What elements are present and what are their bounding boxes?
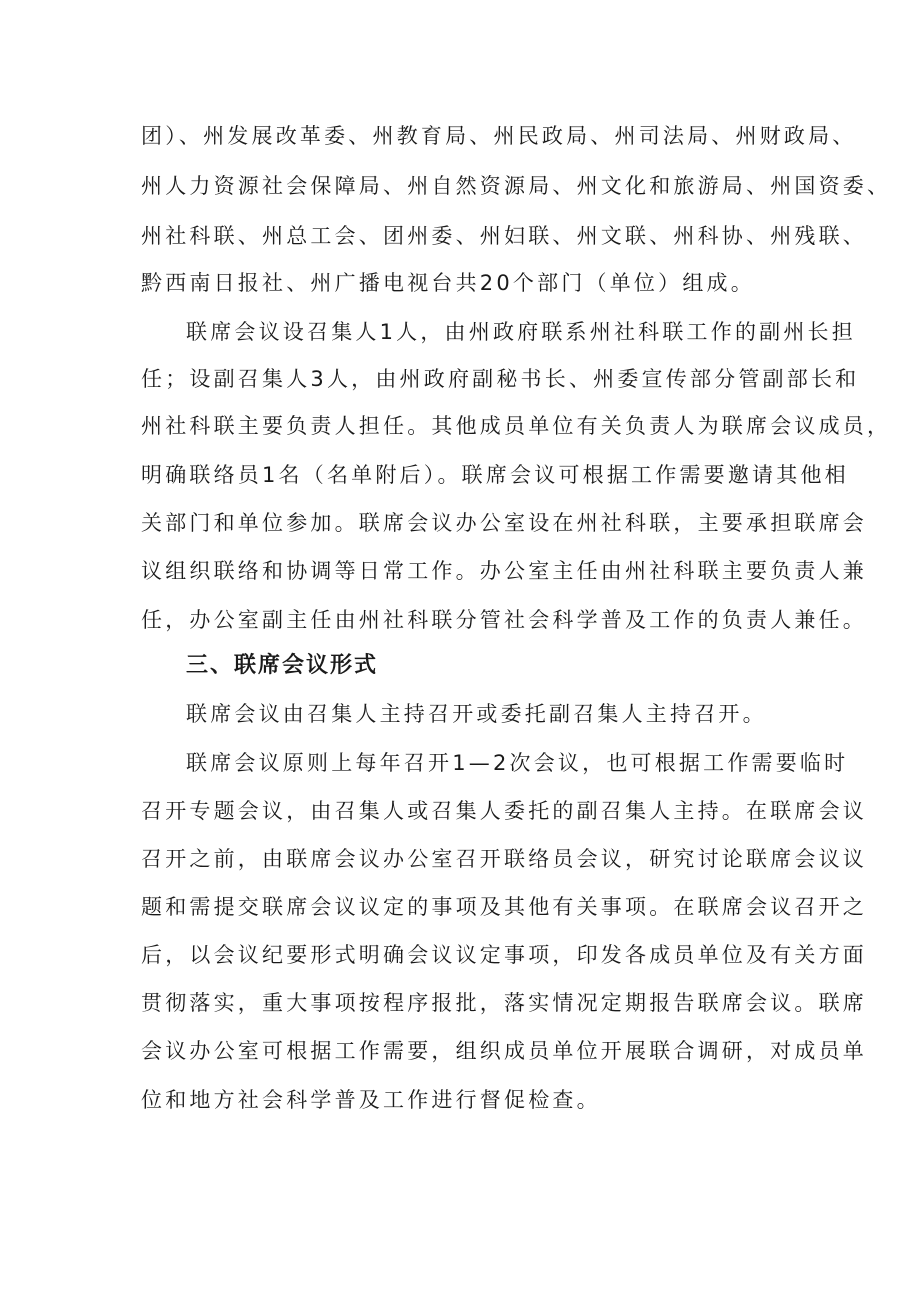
section-3-paragraph-b-line-5: 后，以会议纪要形式明确会议议定事项，印发各成员单位及有关方面 [141, 943, 867, 967]
paragraph-2-line-3: 州社科联主要负责人担任。其他成员单位有关负责人为联席会议成员， [141, 414, 892, 438]
paragraph-2-line-6: 议组织联络和协调等日常工作。办公室主任由州社科联主要负责人兼 [141, 559, 867, 583]
paragraph-1-line-4: 黔西南日报社、州广播电视台共20个部门（单位）组成。 [141, 271, 755, 295]
section-3-paragraph-b-line-6: 贯彻落实，重大事项按程序报批，落实情况定期报告联席会议。联席 [141, 991, 867, 1015]
paragraph-2-line-4: 明确联络员1名（名单附后）。联席会议可根据工作需要邀请其他相 [141, 463, 849, 487]
paragraph-2-line-7: 任，办公室副主任由州社科联分管社会科学普及工作的负责人兼任。 [141, 608, 867, 632]
section-3-paragraph-a: 联席会议由召集人主持召开或委托副召集人主持召开。 [186, 702, 767, 726]
paragraph-1-line-3: 州社科联、州总工会、团州委、州妇联、州文联、州科协、州残联、 [141, 224, 867, 248]
section-3-paragraph-b-line-7: 会议办公室可根据工作需要，组织成员单位开展联合调研，对成员单 [141, 1039, 867, 1063]
paragraph-1-line-1: 团）、州发展改革委、州教育局、州民政局、州司法局、州财政局、 [141, 124, 857, 148]
paragraph-2-line-5: 关部门和单位参加。联席会议办公室设在州社科联，主要承担联席会 [141, 511, 867, 535]
section-3-paragraph-b-line-2: 召开专题会议，由召集人或召集人委托的副召集人主持。在联席会议 [141, 799, 867, 823]
paragraph-2-line-2: 任；设副召集人3人，由州政府副秘书长、州委宣传部分管副部长和 [141, 367, 860, 391]
paragraph-2-line-1: 联席会议设召集人1人，由州政府联系州社科联工作的副州长担 [186, 320, 856, 344]
section-3-paragraph-b-line-1: 联席会议原则上每年召开1—2次会议，也可根据工作需要临时 [186, 751, 849, 775]
section-3-paragraph-b-line-8: 位和地方社会科学普及工作进行督促检查。 [141, 1088, 601, 1112]
paragraph-1-line-2: 州人力资源社会保障局、州自然资源局、州文化和旅游局、州国资委、 [141, 174, 892, 198]
section-3-paragraph-b-line-4: 题和需提交联席会议议定的事项及其他有关事项。在联席会议召开之 [141, 895, 867, 919]
section-3-paragraph-b-line-3: 召开之前，由联席会议办公室召开联络员会议，研究讨论联席会议议 [141, 847, 867, 871]
section-3-heading: 三、联席会议形式 [186, 653, 379, 678]
